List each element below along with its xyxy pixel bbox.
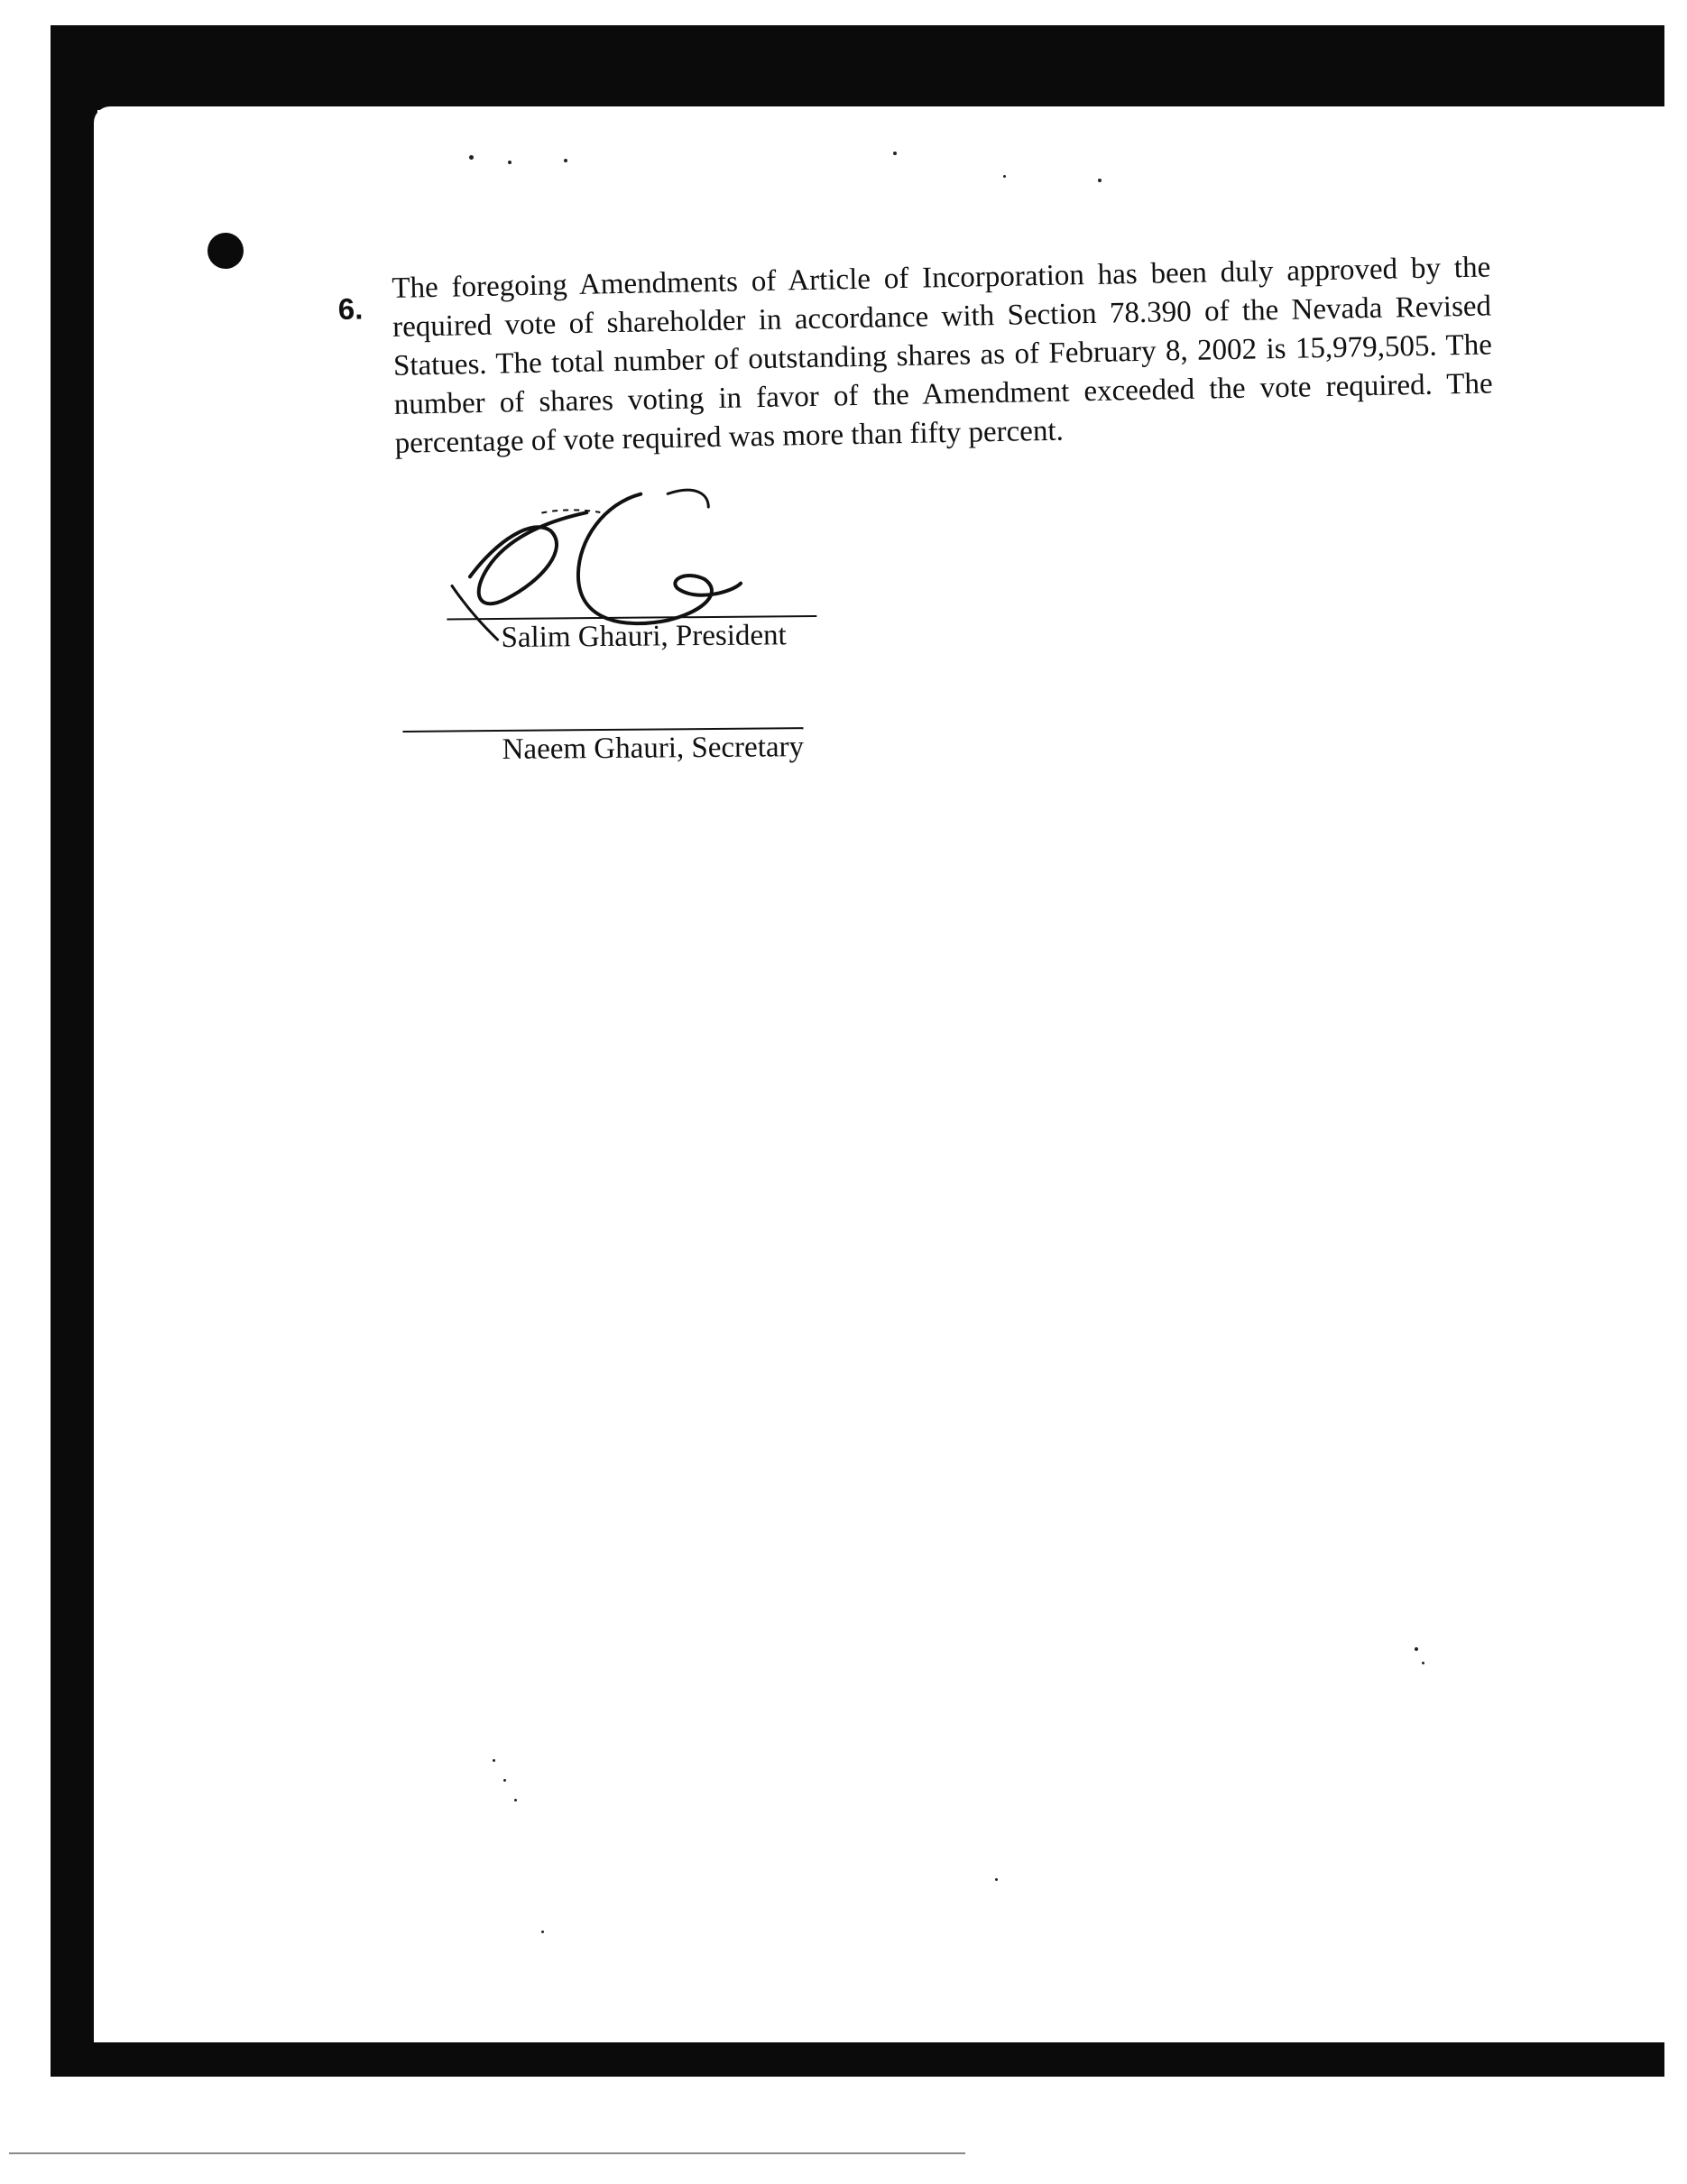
scan-speck — [541, 1931, 544, 1933]
scan-border-bottom — [51, 2042, 1664, 2077]
scan-speck — [493, 1759, 495, 1762]
scan-speck — [503, 1779, 506, 1782]
scan-speck — [893, 152, 897, 155]
scan-speck — [995, 1878, 998, 1881]
scan-speck — [564, 159, 567, 162]
scan-speck — [508, 161, 512, 164]
scan-speck — [1415, 1647, 1418, 1651]
president-caption: Salim Ghauri, President — [501, 619, 787, 654]
bottom-rule — [9, 2152, 965, 2154]
scan-speck — [514, 1799, 517, 1802]
signature-block — [397, 474, 869, 776]
punch-hole — [207, 233, 244, 269]
secretary-caption: Naeem Ghauri, Secretary — [502, 731, 805, 766]
scan-speck — [1098, 179, 1102, 182]
scan-speck — [1003, 175, 1006, 178]
scan-border-left — [51, 25, 97, 2077]
paragraph-text: The foregoing Amendments of Article of Incorporation has been duly approved by the required vote of shareholder in accordance with Section 78.390 of the Nevada Revised Statues. The total number of outstanding shares as of February 8, 2002 is 15,979,505. The number of shares voting in favor of the Amendment exceeded the vote required. The percentage of vote required was more than fifty percent. — [392, 251, 1493, 460]
scan-speck — [469, 155, 474, 160]
scan-border-top — [51, 25, 1664, 110]
paragraph-block — [337, 248, 1514, 465]
scan-speck — [1422, 1662, 1424, 1664]
item-number: 6. — [337, 291, 364, 326]
